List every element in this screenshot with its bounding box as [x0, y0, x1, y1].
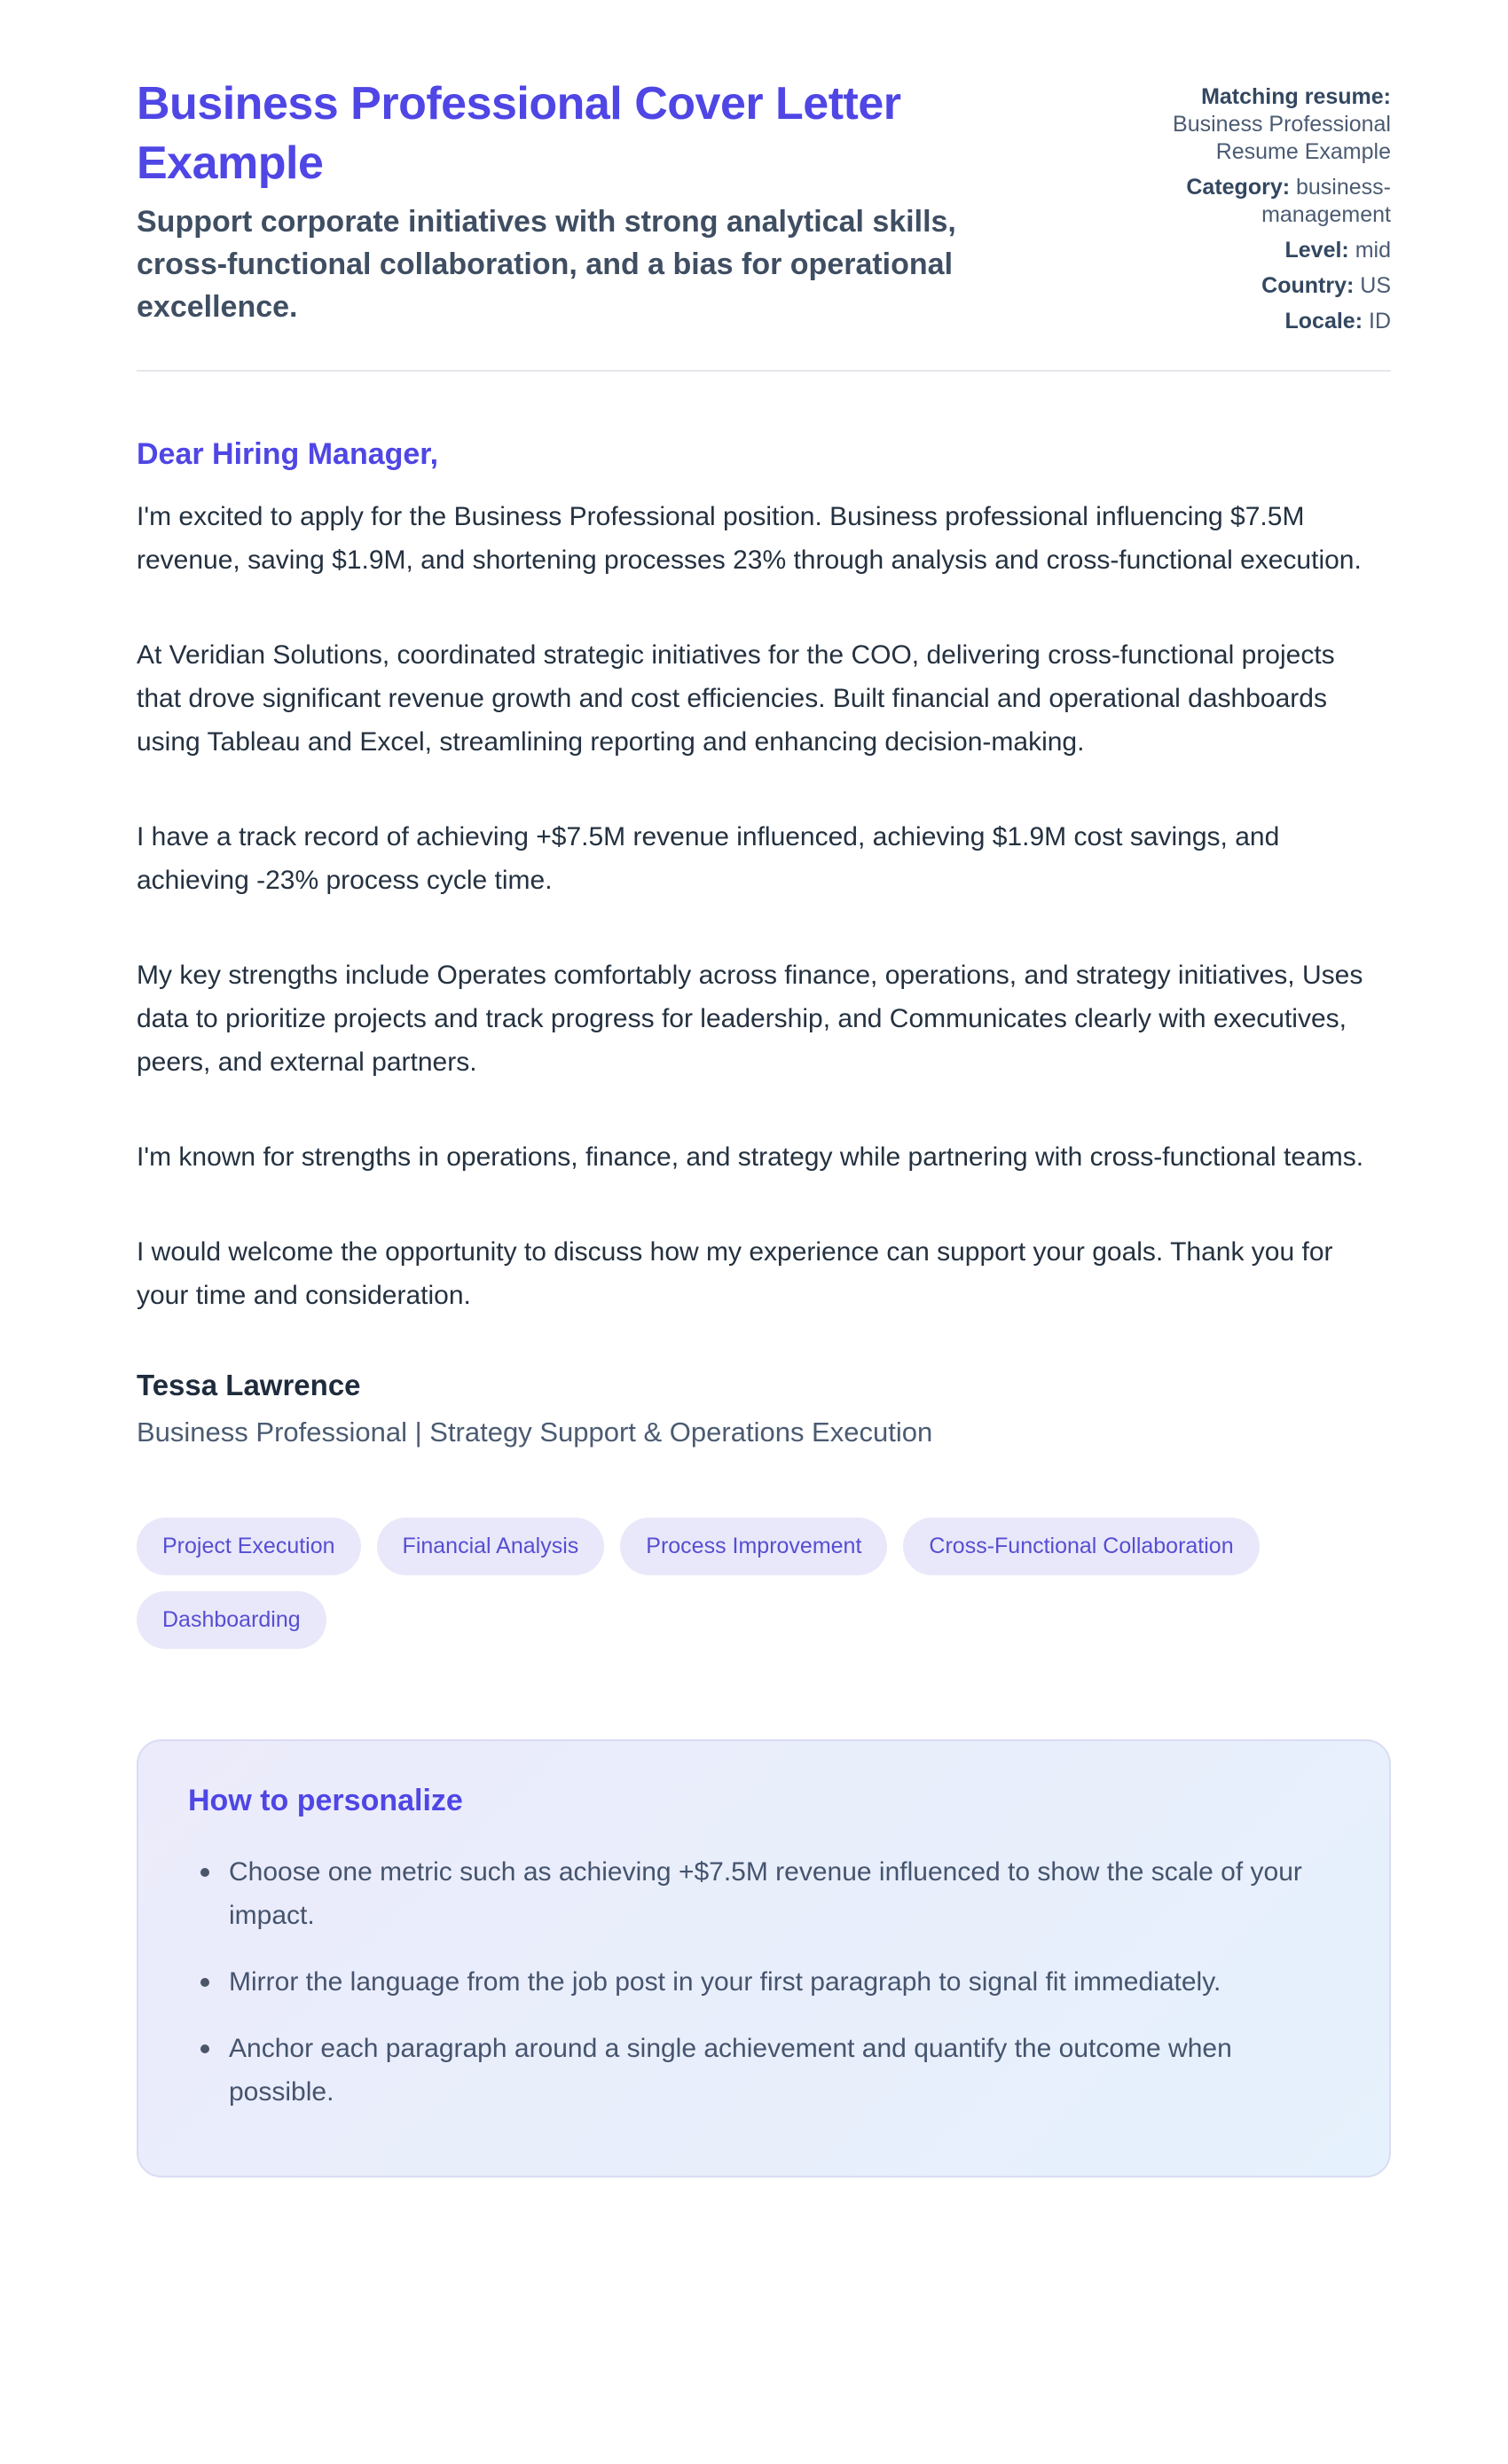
page [137, 0, 1391, 2178]
skill-tag-process-improvement: Process Improvement [620, 1518, 887, 1575]
personalize-tips-list [188, 1850, 1339, 2114]
letter-paragraph: I would welcome the opportunity to discuss how my experience can support your goals. Thank you for your time and consideration. [137, 1237, 1333, 1310]
skill-tag-financial-analysis: Financial Analysis [377, 1518, 605, 1575]
letter-paragraph: I'm excited to apply for the Business Professional position. Business professional influencing $7.5M revenue, saving $1.9M, and shortening processes 23% through analysis and cross-functional execution. [137, 502, 1362, 575]
cover-letter-body [137, 437, 1391, 1448]
salutation: Dear Hiring Manager, [137, 437, 439, 471]
personalize-card-title: How to personalize [188, 1784, 463, 1817]
signature-block [137, 1369, 1391, 1448]
letter-paragraph: I have a track record of achieving +$7.5M revenue influenced, achieving $1.9M cost savings, and achieving -23% process cycle time. [137, 822, 1280, 895]
signature-role: Business Professional | Strategy Support & Operations Execution [137, 1416, 933, 1448]
meta-label: Level: [1284, 238, 1349, 263]
meta-category [1143, 174, 1391, 229]
page-title: Business Professional Cover Letter Example [137, 78, 901, 189]
meta-value: ID [1369, 309, 1391, 334]
meta-matching-resume [1143, 83, 1391, 166]
meta-level [1143, 237, 1391, 264]
signature-name: Tessa Lawrence [137, 1369, 361, 1401]
skill-tag-dashboarding: Dashboarding [137, 1591, 326, 1649]
page-header [137, 75, 1391, 343]
meta-label: Country: [1261, 273, 1355, 298]
meta-label: Category: [1186, 175, 1291, 200]
meta-label: Locale: [1284, 309, 1363, 334]
letter-paragraph: At Veridian Solutions, coordinated strategic initiatives for the COO, delivering cross-functional projects that drove significant revenue growth and cost efficiencies. Built financial and operational dashboards using Tableau and Excel, streamlining reporting and enhancing decision-making. [137, 640, 1335, 757]
tip-item: Choose one metric such as achieving +$7.5M revenue influenced to show the scale of your impact. [188, 1850, 1315, 1937]
resume-meta [1143, 75, 1391, 343]
skill-tags [137, 1518, 1391, 1649]
letter-paragraph: I'm known for strengths in operations, finance, and strategy while partnering with cross-functional teams. [137, 1142, 1364, 1172]
meta-value: Business Professional Resume Example [1173, 112, 1391, 164]
meta-locale [1143, 308, 1391, 335]
personalize-card [137, 1739, 1391, 2178]
meta-country [1143, 272, 1391, 300]
skill-tag-project-execution: Project Execution [137, 1518, 361, 1575]
meta-value: mid [1355, 238, 1391, 263]
tip-item: Mirror the language from the job post in your first paragraph to signal fit immediately. [188, 1960, 1315, 2004]
header-titles [137, 75, 1033, 328]
tip-item: Anchor each paragraph around a single achievement and quantify the outcome when possible. [188, 2027, 1315, 2114]
meta-value: US [1360, 273, 1391, 298]
header-divider [137, 370, 1391, 372]
letter-paragraph: My key strengths include Operates comfortably across finance, operations, and strategy initiatives, Uses data to prioritize projects and track progress for leadership, and Communicates clearly with executives, peers, and external partners. [137, 961, 1363, 1077]
meta-value: business-management [1261, 175, 1391, 227]
page-subtitle: Support corporate initiatives with strong analytical skills, cross-functional collaboration, and a bias for operational excellence. [137, 205, 956, 324]
meta-label: Matching resume: [1201, 84, 1391, 109]
skill-tag-cross-functional-collaboration: Cross-Functional Collaboration [903, 1518, 1259, 1575]
